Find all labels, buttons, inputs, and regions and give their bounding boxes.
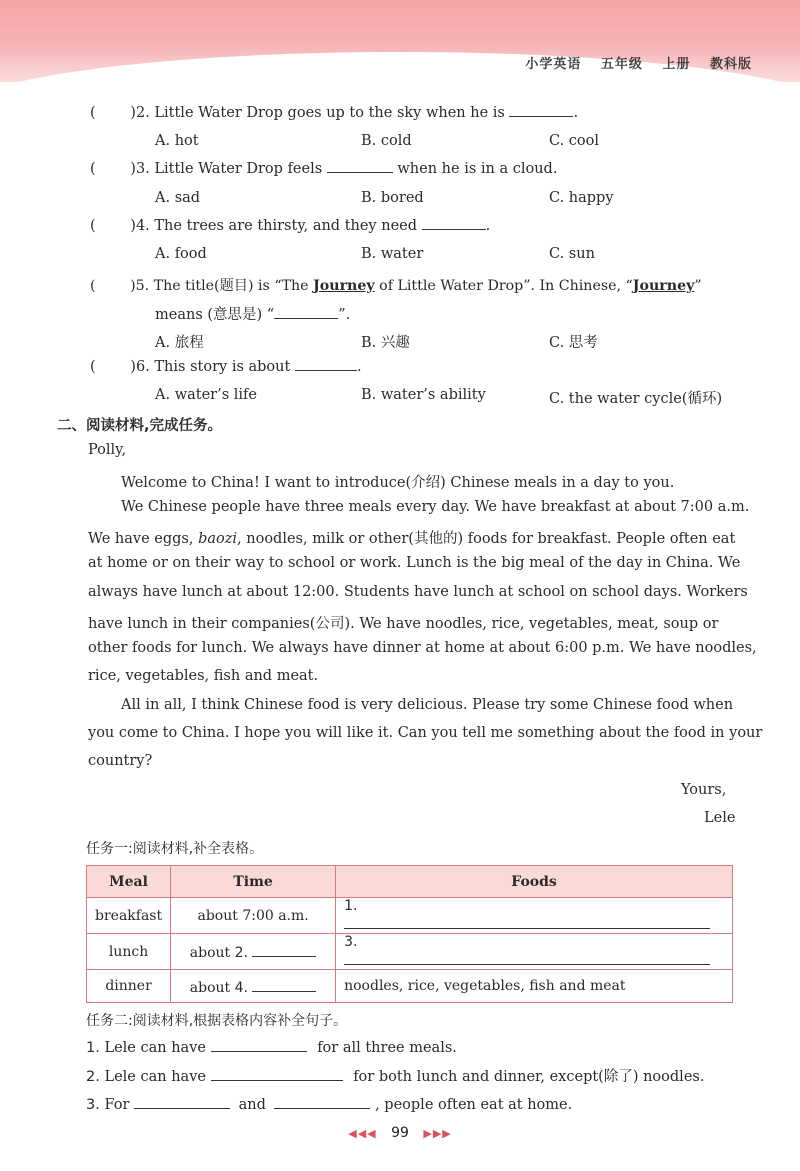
question-stem: Little Water Drop goes up to the sky when he is [154, 105, 505, 121]
foods-cell [336, 934, 733, 970]
header-time: Time [171, 866, 336, 898]
time-cell: about 7:00 a.m. [171, 898, 336, 934]
option-c: C. the water cycle(循环) [549, 391, 723, 407]
page-number: 99 [391, 1125, 409, 1141]
answer-blank[interactable] [274, 318, 338, 319]
table-row [87, 898, 733, 934]
option-c: C. happy [549, 190, 614, 206]
answer-line[interactable] [134, 1094, 230, 1109]
foods-cell [336, 898, 733, 934]
question-tail: . [485, 218, 491, 234]
paragraph-2-line-7: rice, vegetables, fish and meat. [88, 668, 319, 684]
sentence-text: Lele can have [104, 1040, 206, 1056]
task-1-title: 任务一:阅读材料,补全表格。 [86, 841, 264, 857]
answer-line[interactable] [252, 977, 316, 992]
header-volume: 上册 [662, 57, 691, 72]
sentence-2 [86, 1065, 704, 1086]
time-cell [171, 934, 336, 970]
right-arrows-icon: ▶▶▶ [423, 1127, 452, 1140]
blank-number: 1. [344, 898, 358, 914]
text-run: , noodles, milk or other(其他的) foods for breakfast. People often eat [237, 531, 736, 547]
question-stem: This story is about [154, 359, 291, 375]
baozi-word: baozi [198, 531, 238, 547]
header-grade: 五年级 [600, 57, 643, 72]
answer-line[interactable] [344, 914, 710, 929]
blank-number: 3. [344, 934, 358, 950]
paragraph-2-line-2 [88, 527, 735, 548]
left-arrows-icon: ◀◀◀ [348, 1127, 377, 1140]
sentence-number: 3. [86, 1097, 100, 1113]
answer-line[interactable] [274, 1094, 370, 1109]
header-edition: 教科版 [709, 57, 752, 72]
option-b: B. 兴趣 [361, 335, 410, 351]
sentence-text: for both lunch and dinner, except(除了) noodles. [353, 1069, 705, 1085]
answer-paren: ( [90, 359, 96, 375]
question-stem-line2: means (意思是) “ [155, 307, 275, 323]
question-stem-line2-end: ”. [338, 307, 351, 323]
paragraph-2-line-3: at home or on their way to school or work. Lunch is the big meal of the day in China. We [88, 555, 741, 571]
paragraph-3-line-1: All in all, I think Chinese food is very delicious. Please try some Chinese food when [121, 697, 734, 713]
meal-cell: breakfast [87, 898, 171, 934]
answer-line[interactable] [252, 942, 316, 957]
answer-blank[interactable] [327, 172, 393, 173]
option-b: B. bored [361, 190, 424, 206]
answer-paren: ( [90, 105, 96, 121]
answer-line[interactable] [344, 950, 710, 965]
paragraph-2-line-1: We Chinese people have three meals every day. We have breakfast at about 7:00 a.m. [121, 499, 750, 515]
table-row [87, 970, 733, 1003]
keyword-journey: Journey [632, 278, 695, 294]
table-row [87, 934, 733, 970]
option-a: A. water’s life [155, 387, 257, 403]
task-2-title: 任务二:阅读材料,根据表格内容补全句子。 [86, 1013, 348, 1029]
question-stem: The title(题目) is “The [153, 278, 309, 294]
header-title [511, 53, 752, 72]
sentence-1 [86, 1037, 457, 1056]
sentence-text: and [238, 1097, 266, 1113]
option-b: B. water [361, 246, 424, 262]
paragraph-3-line-3: country? [88, 753, 153, 769]
text-run: We have eggs, [88, 531, 199, 547]
sentence-number: 2. [86, 1069, 100, 1085]
letter-closing: Yours, [681, 782, 727, 798]
option-a: A. hot [155, 133, 199, 149]
question-number: )4. [130, 218, 150, 234]
answer-paren: ( [90, 278, 96, 294]
letter-signature: Lele [704, 810, 736, 826]
option-b: B. water’s ability [361, 387, 486, 403]
answer-paren: ( [90, 218, 96, 234]
question-5 [90, 275, 702, 295]
answer-line[interactable] [211, 1037, 307, 1052]
question-number: )2. [130, 105, 150, 121]
sentence-number: 1. [86, 1040, 100, 1056]
meal-cell: lunch [87, 934, 171, 970]
question-number: )3. [130, 161, 150, 177]
header-meal: Meal [87, 866, 171, 898]
answer-blank[interactable] [509, 116, 573, 117]
answer-blank[interactable] [422, 229, 486, 230]
time-cell [171, 970, 336, 1003]
question-5-line2 [155, 303, 350, 324]
answer-paren: ( [90, 161, 96, 177]
question-tail: when he is in a cloud. [397, 161, 558, 177]
letter-greeting: Polly, [88, 442, 127, 458]
time-prefix: about [189, 979, 231, 996]
sentence-text: For [104, 1097, 130, 1113]
header-band [0, 0, 800, 82]
blank-number: 2. [234, 945, 248, 961]
sentence-text: , people often eat at home. [375, 1097, 573, 1113]
paragraph-2-line-6: other foods for lunch. We always have dinner at home at about 6:00 p.m. We have noodles, [88, 640, 757, 656]
option-c: C. cool [549, 133, 600, 149]
header-foods: Foods [336, 866, 733, 898]
question-stem: Little Water Drop feels [154, 161, 323, 177]
sentence-text: Lele can have [104, 1069, 206, 1085]
question-number: )5. [130, 278, 150, 294]
question-number: )6. [130, 359, 150, 375]
option-a: A. 旅程 [155, 335, 204, 351]
question-4 [90, 218, 490, 234]
question-stem-end: ” [694, 278, 702, 294]
page-footer [0, 1125, 800, 1141]
option-a: A. food [155, 246, 207, 262]
question-tail: . [356, 359, 362, 375]
question-stem-cont: of Little Water Drop”. In Chinese, “ [379, 278, 633, 294]
foods-cell: noodles, rice, vegetables, fish and meat [336, 970, 733, 1003]
sentence-text: for all three meals. [317, 1040, 457, 1056]
keyword-journey: Journey [313, 278, 375, 294]
question-2 [90, 105, 578, 121]
option-a: A. sad [155, 190, 201, 206]
question-3 [90, 161, 557, 177]
paragraph-1: Welcome to China! I want to introduce(介绍) Chinese meals in a day to you. [121, 475, 675, 491]
paragraph-2-line-4: always have lunch at about 12:00. Students have lunch at school on school days. Workers [88, 584, 748, 600]
option-c: C. 思考 [549, 335, 598, 351]
blank-number: 4. [234, 979, 248, 996]
question-tail: . [573, 105, 579, 121]
paragraph-2-line-5: have lunch in their companies(公司). We have noodles, rice, vegetables, meat, soup or [88, 616, 719, 632]
paragraph-3-line-2: you come to China. I hope you will like it. Can you tell me something about the food in your [88, 725, 763, 741]
section-title: 二、阅读材料,完成任务。 [57, 418, 223, 434]
option-b: B. cold [361, 133, 412, 149]
meal-cell: dinner [87, 970, 171, 1003]
option-c: C. sun [549, 246, 595, 262]
question-stem: The trees are thirsty, and they need [154, 218, 418, 234]
header-subject: 小学英语 [525, 57, 582, 72]
answer-line[interactable] [211, 1066, 343, 1081]
time-prefix: about [189, 945, 231, 961]
sentence-3 [86, 1094, 572, 1113]
meal-table [86, 865, 733, 1003]
answer-blank[interactable] [295, 370, 357, 371]
table-header-row [87, 866, 733, 898]
question-6 [90, 359, 362, 375]
